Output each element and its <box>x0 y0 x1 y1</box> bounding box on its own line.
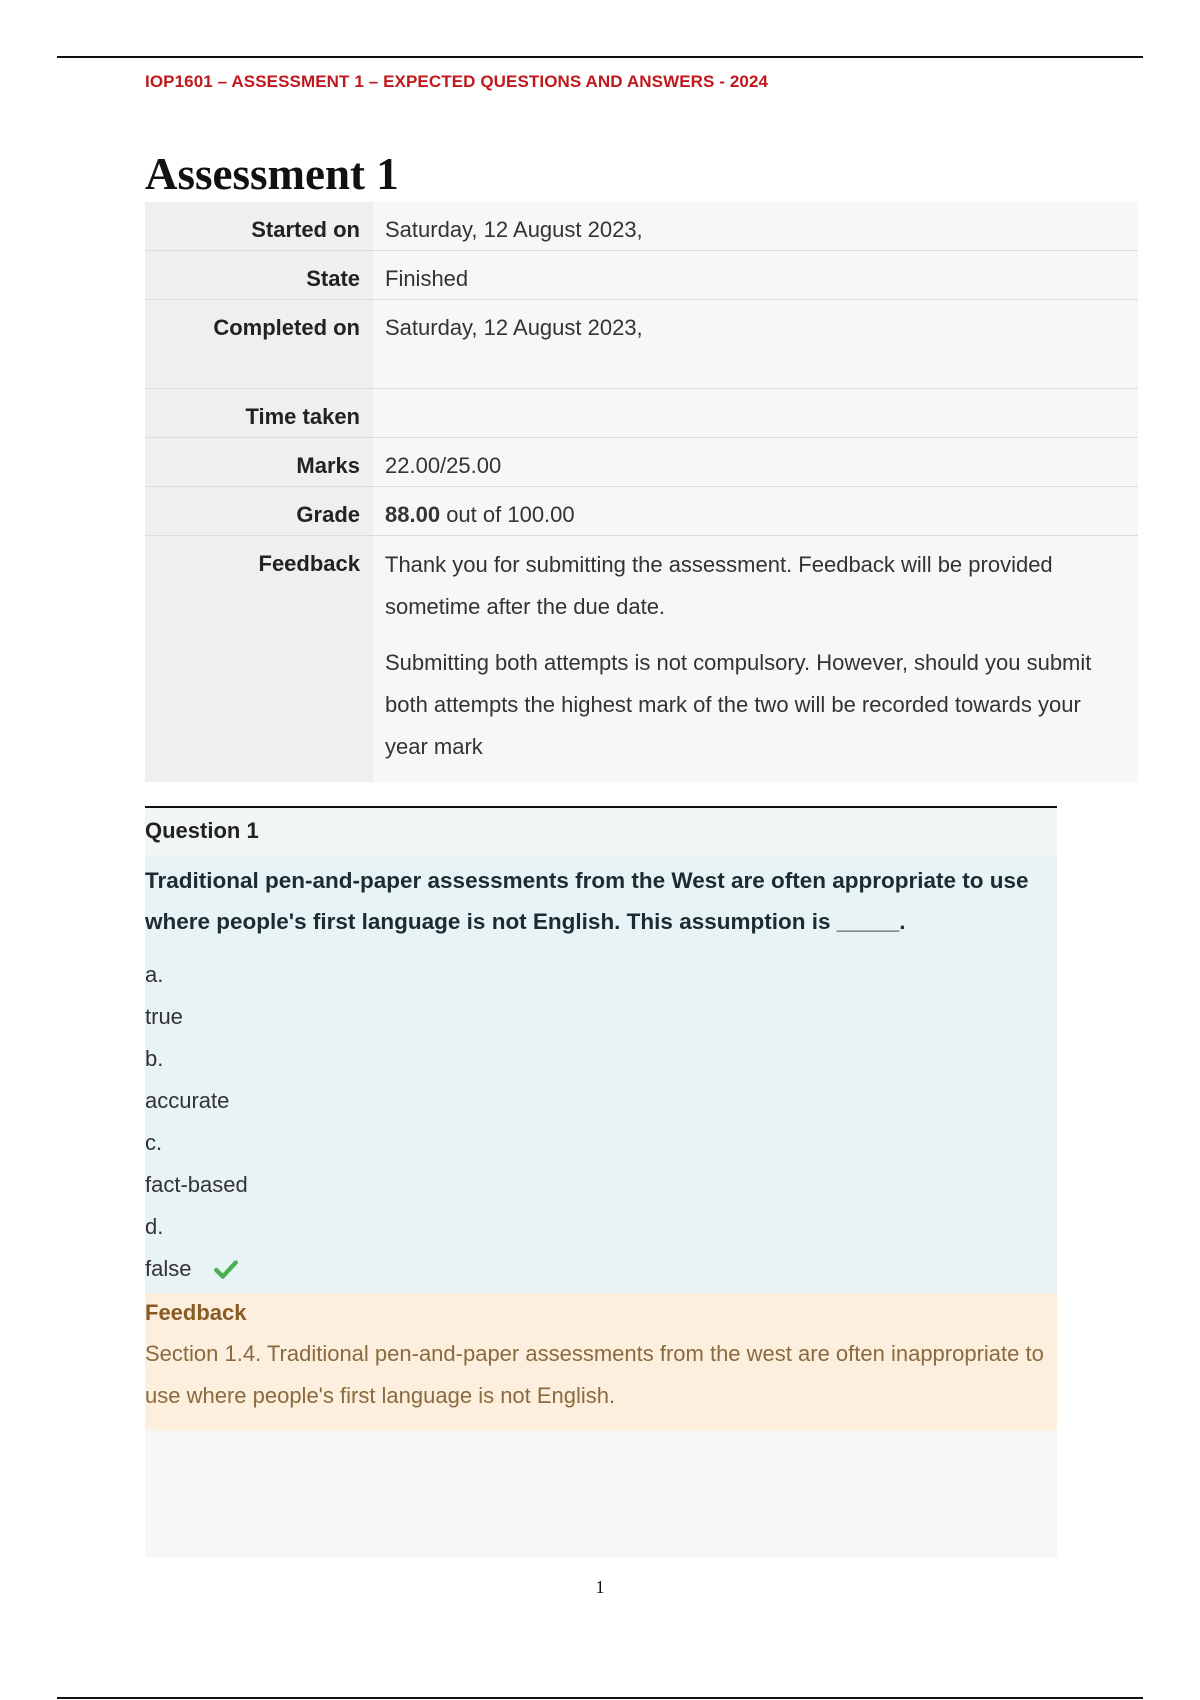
marks-label: Marks <box>145 438 373 487</box>
empty-panel <box>145 1431 1057 1557</box>
grade-label: Grade <box>145 487 373 536</box>
top-rule <box>57 56 1143 58</box>
feedback-label: Feedback <box>145 536 373 783</box>
option-d-letter: d. <box>145 1214 164 1239</box>
attempt-summary-table <box>145 202 1138 782</box>
option-d-row[interactable] <box>145 1248 1057 1290</box>
option-a-letter: a. <box>145 962 164 987</box>
feedback-title: Feedback <box>145 1300 247 1325</box>
feedback-paragraph-1: Thank you for submitting the assessment. Feedback will be provided sometime after the due date. <box>385 552 1053 619</box>
summary-row-state <box>145 251 1138 300</box>
page-title: Assessment 1 <box>145 149 399 199</box>
summary-row-grade <box>145 487 1138 536</box>
feedback-text: Section 1.4. Traditional pen-and-paper assessments from the west are often inappropriate to use where people's first language is not English. <box>145 1341 1044 1408</box>
correct-check-icon <box>213 1256 239 1282</box>
summary-row-time-taken <box>145 389 1138 438</box>
completed-on-value: Saturday, 12 August 2023, <box>373 300 1138 389</box>
question-block <box>145 806 1057 1298</box>
grade-value: 88.00 <box>385 502 441 527</box>
state-value: Finished <box>373 251 1138 300</box>
answer-options <box>145 954 1057 1298</box>
grade-suffix: out of 100.00 <box>446 502 575 527</box>
state-label: State <box>145 251 373 300</box>
grade-cell <box>373 487 1138 536</box>
question-heading: Question 1 <box>145 808 1057 856</box>
marks-value: 22.00/25.00 <box>373 438 1138 487</box>
option-c-text[interactable]: fact-based <box>145 1172 248 1197</box>
started-on-value: Saturday, 12 August 2023, <box>373 202 1138 251</box>
summary-row-feedback <box>145 536 1138 783</box>
bottom-rule <box>57 1697 1143 1699</box>
completed-on-label: Completed on <box>145 300 373 389</box>
summary-row-marks <box>145 438 1138 487</box>
option-d-text: false <box>145 1256 192 1281</box>
option-b-text[interactable]: accurate <box>145 1088 230 1113</box>
started-on-label: Started on <box>145 202 373 251</box>
feedback-paragraph-2: Submitting both attempts is not compulsory. However, should you submit both attempts the highest mark of the two will be recorded towards your year mark <box>385 650 1092 759</box>
page-number: 1 <box>595 1577 605 1597</box>
feedback-cell <box>373 536 1138 783</box>
option-a-text[interactable]: true <box>145 1004 183 1029</box>
option-c-letter: c. <box>145 1130 163 1155</box>
option-b-letter: b. <box>145 1046 164 1071</box>
summary-row-completed <box>145 300 1138 389</box>
question-feedback <box>145 1293 1057 1431</box>
summary-row-started <box>145 202 1138 251</box>
question-text: Traditional pen-and-paper assessments from the West are often appropriate to use where people's first language is not English. This assumption is _____. <box>145 868 1029 934</box>
time-taken-label: Time taken <box>145 389 373 438</box>
time-taken-value <box>373 389 1138 438</box>
document-header: IOP1601 – ASSESSMENT 1 – EXPECTED QUESTIONS AND ANSWERS - 2024 <box>145 72 769 91</box>
